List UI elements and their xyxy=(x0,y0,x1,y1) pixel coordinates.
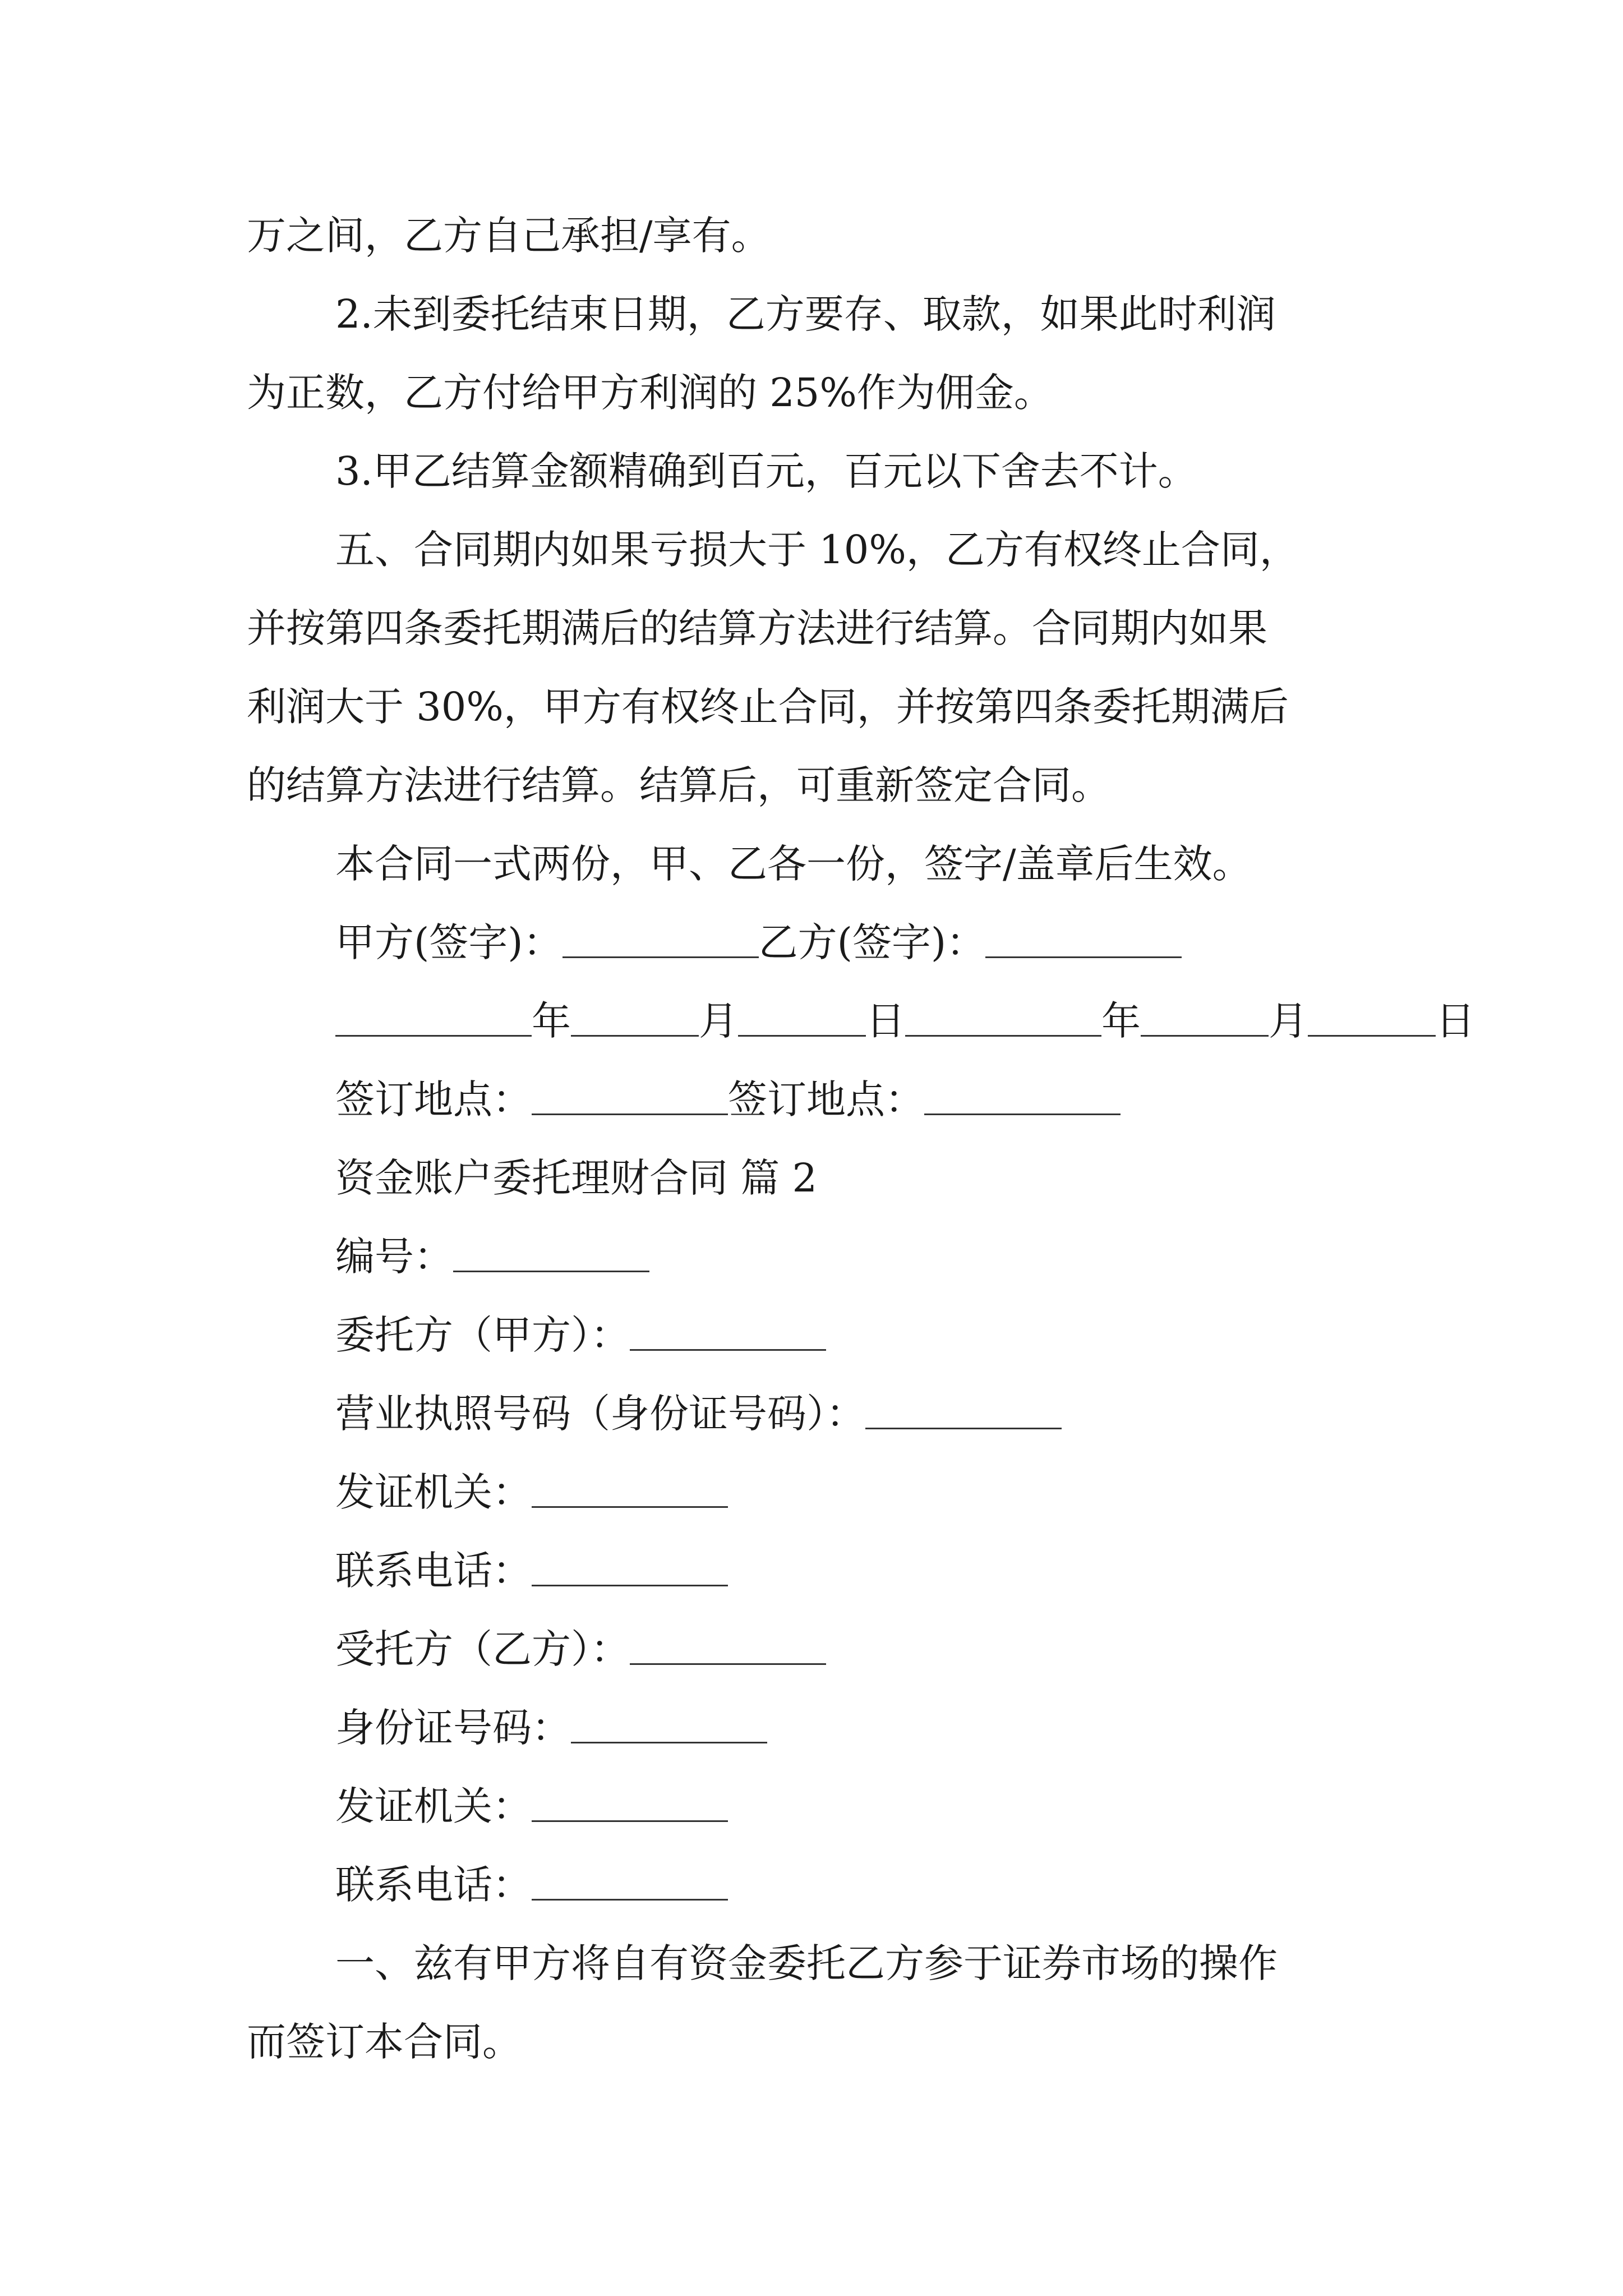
year-blank[interactable] xyxy=(905,993,1101,1037)
paragraph-line: 本合同一式两份，甲、乙各一份，签字/盖章后生效。 xyxy=(335,841,1252,887)
field-blank[interactable] xyxy=(532,1778,728,1822)
field-blank[interactable] xyxy=(630,1621,826,1665)
field-blank[interactable] xyxy=(532,1543,728,1586)
paragraph-line: 2.未到委托结束日期，乙方要存、取款，如果此时利润 xyxy=(335,291,1276,337)
month-label: 月 xyxy=(1269,998,1308,1044)
form-field xyxy=(335,1778,728,1834)
form-field xyxy=(335,1464,728,1520)
day-label: 日 xyxy=(866,998,905,1044)
signing-place-b-label: 签订地点： xyxy=(728,1076,924,1122)
signing-place-row xyxy=(335,1071,1121,1128)
form-field xyxy=(335,1621,826,1677)
party-a-signature-blank[interactable] xyxy=(562,914,759,958)
field-label: 发证机关： xyxy=(335,1783,532,1829)
field-label: 营业执照号码（身份证号码）： xyxy=(335,1391,865,1437)
month-blank[interactable] xyxy=(571,993,699,1037)
paragraph-line: 万之间，乙方自己承担/享有。 xyxy=(247,213,771,259)
day-blank[interactable] xyxy=(738,993,866,1037)
field-label: 受托方（乙方）： xyxy=(335,1626,630,1672)
field-label: 委托方（甲方）： xyxy=(335,1312,630,1358)
field-blank[interactable] xyxy=(532,1857,728,1901)
date-row xyxy=(335,993,1475,1049)
signature-row xyxy=(335,914,1182,970)
party-b-signature-label: 乙方(签字)： xyxy=(758,919,986,965)
paragraph-line: 并按第四条委托期满后的结算方法进行结算。合同期内如果 xyxy=(247,605,1267,651)
month-blank[interactable] xyxy=(1141,993,1269,1037)
section-title: 资金账户委托理财合同 篇 2 xyxy=(335,1155,818,1201)
day-label: 日 xyxy=(1436,998,1475,1044)
form-field xyxy=(335,1386,1062,1442)
year-blank[interactable] xyxy=(335,993,532,1037)
paragraph-line: 为正数，乙方付给甲方利润的 25%作为佣金。 xyxy=(247,370,1053,416)
form-field xyxy=(335,1857,728,1913)
paragraph-line: 3.甲乙结算金额精确到百元，百元以下舍去不计。 xyxy=(335,448,1197,494)
signing-place-a-label: 签订地点： xyxy=(335,1076,532,1122)
year-label: 年 xyxy=(532,998,571,1044)
field-blank[interactable] xyxy=(571,1700,767,1743)
field-label: 编号： xyxy=(335,1234,453,1280)
field-label: 联系电话： xyxy=(335,1548,532,1594)
day-blank[interactable] xyxy=(1308,993,1436,1037)
party-a-signature-label: 甲方(签字)： xyxy=(335,919,562,965)
paragraph-line: 五、合同期内如果亏损大于 10%，乙方有权终止合同， xyxy=(335,527,1299,573)
paragraph-line: 的结算方法进行结算。结算后，可重新签定合同。 xyxy=(247,762,1110,808)
field-blank[interactable] xyxy=(630,1307,826,1351)
form-field xyxy=(335,1543,728,1599)
year-label: 年 xyxy=(1101,998,1141,1044)
paragraph-line: 利润大于 30%，甲方有权终止合同，并按第四条委托期满后 xyxy=(247,684,1289,730)
field-label: 联系电话： xyxy=(335,1862,532,1908)
month-label: 月 xyxy=(699,998,738,1044)
form-field xyxy=(335,1700,767,1756)
paragraph-line: 而签订本合同。 xyxy=(247,2019,522,2065)
form-field xyxy=(335,1228,649,1285)
form-field xyxy=(335,1307,826,1363)
signing-place-a-blank[interactable] xyxy=(532,1071,728,1115)
field-label: 身份证号码： xyxy=(335,1705,571,1751)
field-blank[interactable] xyxy=(532,1464,728,1508)
field-blank[interactable] xyxy=(865,1386,1062,1429)
party-b-signature-blank[interactable] xyxy=(985,914,1182,958)
field-blank[interactable] xyxy=(453,1228,649,1272)
paragraph-line: 一、兹有甲方将自有资金委托乙方参于证券市场的操作 xyxy=(335,1940,1278,1986)
signing-place-b-blank[interactable] xyxy=(924,1071,1121,1115)
field-label: 发证机关： xyxy=(335,1469,532,1515)
